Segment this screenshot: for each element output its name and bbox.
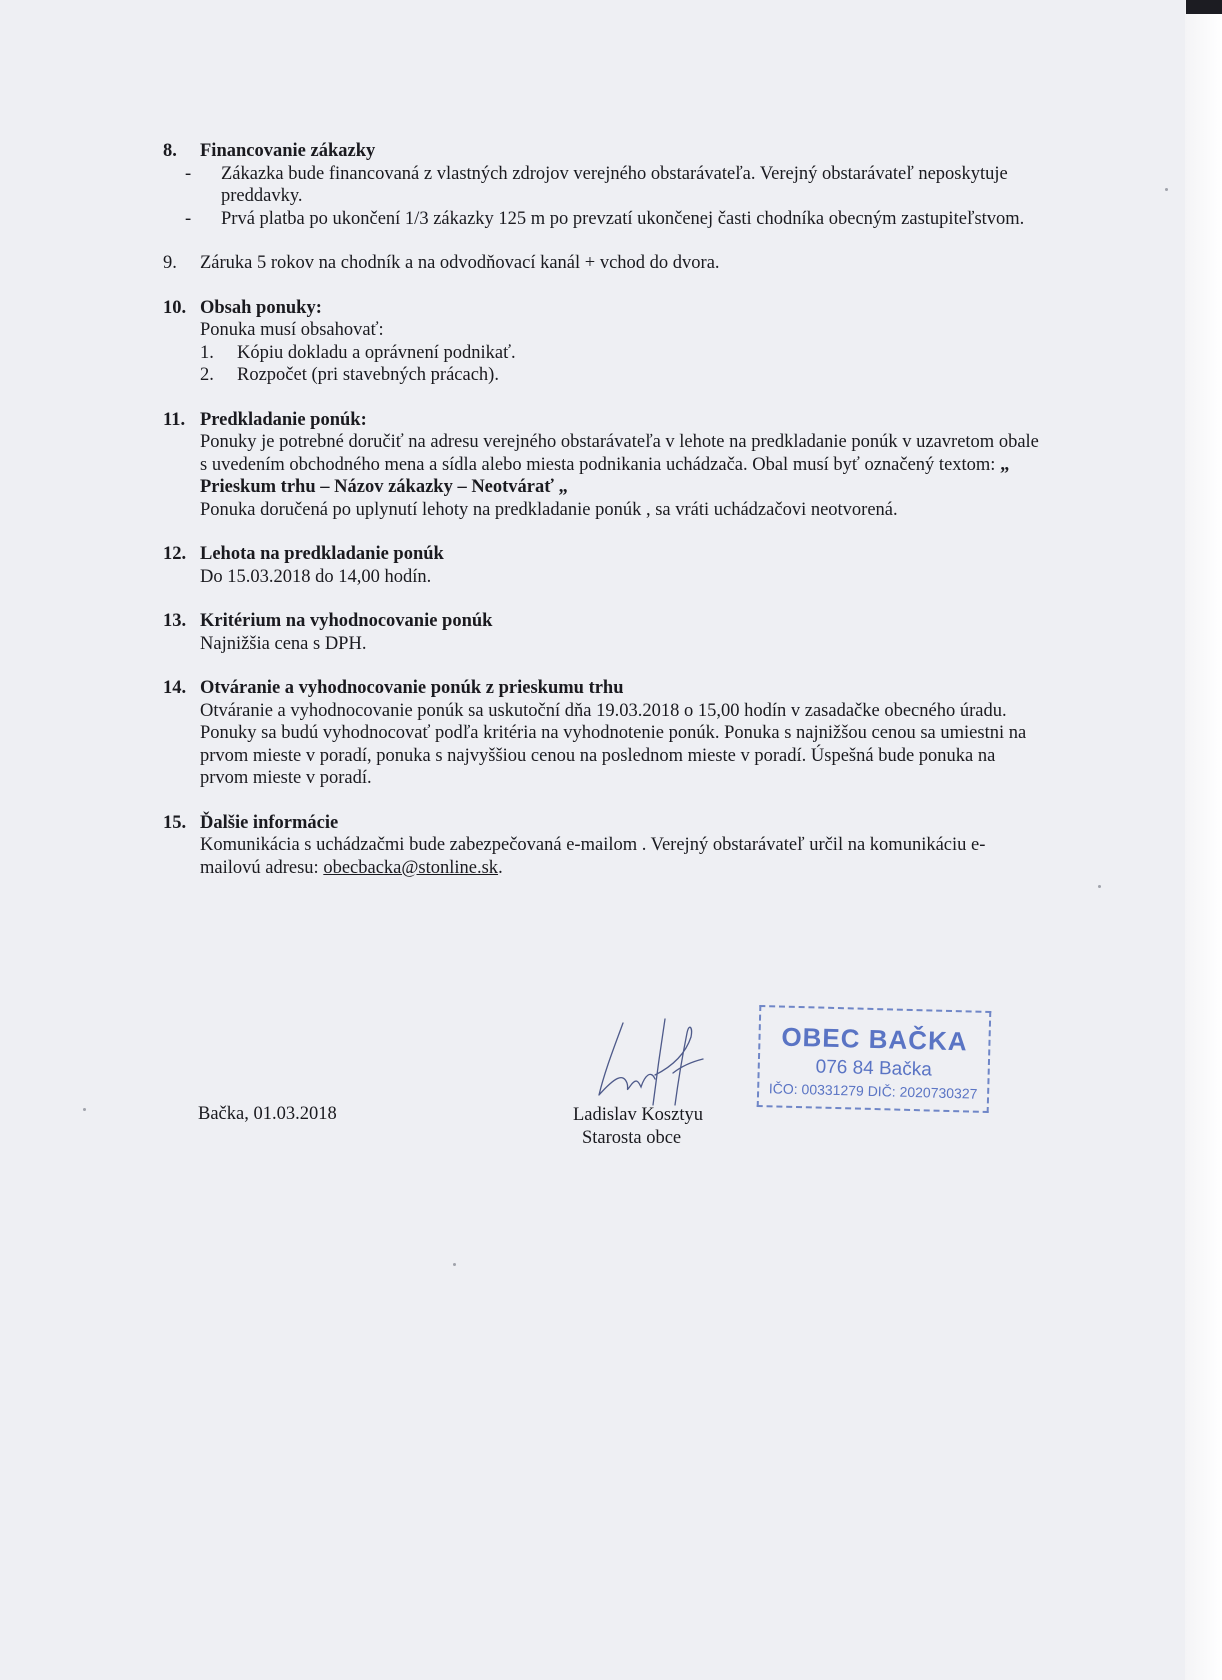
section-paragraph: Ponuky sa budú vyhodnocovať podľa kritéria na vyhodnotenie ponúk. Ponuka s najnižšou cenou sa umiestni na prvom mieste v poradí, ponuka s najvyššiou cenou na poslednom mieste v poradí. Úspešná bude ponuka na prvom mieste v poradí.	[200, 723, 1027, 788]
bullet-text: Prvá platba po ukončení 1/3 zákazky 125 m po prevzatí ukončenej časti chodníka obecným zastupiteľstvom.	[221, 208, 1025, 229]
email-link[interactable]: obecbacka@stonline.sk	[323, 857, 499, 878]
section-number: 10.	[163, 297, 187, 318]
section-11	[163, 409, 1043, 522]
signer-role: Starosta obce	[582, 1128, 682, 1148]
section-12	[163, 543, 1043, 588]
bullet-dash: -	[185, 163, 192, 184]
list-item-number: 2.	[200, 365, 214, 385]
bullet-item	[163, 208, 1043, 231]
stamp-line-2: 076 84 Bačka	[815, 1056, 933, 1081]
document-body	[163, 140, 1043, 901]
place-and-date: Bačka, 01.03.2018	[198, 1104, 337, 1124]
signer-block	[573, 1104, 703, 1150]
section-13	[163, 610, 1043, 655]
required-label-text: „ Prieskum trhu – Názov zákazky – Neotvárať „	[200, 454, 1010, 497]
scan-edge	[1185, 0, 1222, 1680]
list-item	[200, 342, 1043, 365]
section-number: 9.	[163, 253, 177, 273]
section-9	[163, 252, 1043, 275]
section-number: 11.	[163, 409, 186, 430]
section-title: Kritérium na vyhodnocovanie ponúk	[200, 611, 493, 631]
bullet-dash: -	[185, 208, 192, 229]
bullet-text: Zákazka bude financovaná z vlastných zdrojov verejného obstarávateľa. Verejný obstarávateľ neposkytuje preddavky.	[221, 163, 1008, 206]
paper-speck	[1098, 885, 1101, 888]
section-number: 14.	[163, 678, 187, 698]
section-text: Do 15.03.2018 do 14,00 hodín.	[200, 566, 432, 587]
list-item-text: Kópiu dokladu a oprávnení podnikať.	[237, 342, 516, 363]
paragraph-text: Ponuky je potrebné doručiť na adresu verejného obstarávateľa v lehote na predkladanie ponúk v uzavretom obale s uvedením obchodného mena a sídla alebo miesta podnikania uchádzača. Obal musí byť označený textom:	[200, 432, 1039, 475]
handwritten-signature	[595, 1015, 735, 1110]
section-intro: Ponuka musí obsahovať:	[200, 320, 384, 340]
paragraph-text: .	[498, 857, 503, 878]
section-text: Záruka 5 rokov na chodník a na odvodňovací kanál + vchod do dvora.	[200, 253, 720, 273]
section-paragraph: Otváranie a vyhodnocovanie ponúk sa uskutoční dňa 19.03.2018 o 15,00 hodín v zasadačke obecného úradu.	[200, 700, 1007, 721]
section-number: 12.	[163, 544, 187, 564]
paper-speck	[83, 1108, 86, 1111]
signer-name: Ladislav Kosztyu	[573, 1105, 703, 1125]
paragraph-text: Komunikácia s uchádzačmi bude zabezpečovaná e-mailom . Verejný obstarávateľ určil na komunikáciu e-mailovú adresu:	[200, 835, 986, 878]
list-item	[200, 364, 1043, 387]
section-10	[163, 297, 1043, 387]
official-stamp	[757, 1005, 992, 1113]
section-title: Predkladanie ponúk:	[200, 409, 367, 430]
list-item-number: 1.	[200, 342, 214, 363]
section-number: 8.	[163, 141, 177, 161]
stamp-line-1: OBEC BAČKA	[781, 1021, 968, 1057]
section-paragraph	[200, 834, 1043, 879]
paper-speck	[453, 1263, 456, 1266]
section-number: 13.	[163, 611, 187, 631]
section-title: Otváranie a vyhodnocovanie ponúk z prieskumu trhu	[200, 678, 624, 698]
section-text: Najnižšia cena s DPH.	[200, 633, 367, 654]
section-title: Ďalšie informácie	[200, 812, 339, 833]
scan-corner	[1186, 0, 1222, 14]
section-14	[163, 677, 1043, 790]
paper-speck	[1165, 188, 1168, 191]
section-paragraph: Ponuka doručená po uplynutí lehoty na predkladanie ponúk , sa vráti uchádzačovi neotvorená.	[200, 499, 898, 520]
section-title: Obsah ponuky:	[200, 297, 322, 318]
ordered-list	[200, 342, 1043, 387]
section-8	[163, 140, 1043, 230]
section-title: Lehota na predkladanie ponúk	[200, 544, 444, 564]
section-number: 15.	[163, 812, 187, 833]
bullet-item	[163, 163, 1043, 208]
stamp-line-3: IČO: 00331279 DIČ: 2020730327	[768, 1080, 978, 1102]
section-title: Financovanie zákazky	[200, 141, 376, 161]
list-item-text: Rozpočet (pri stavebných prácach).	[237, 365, 499, 385]
section-paragraph	[200, 431, 1043, 499]
section-15	[163, 812, 1043, 880]
